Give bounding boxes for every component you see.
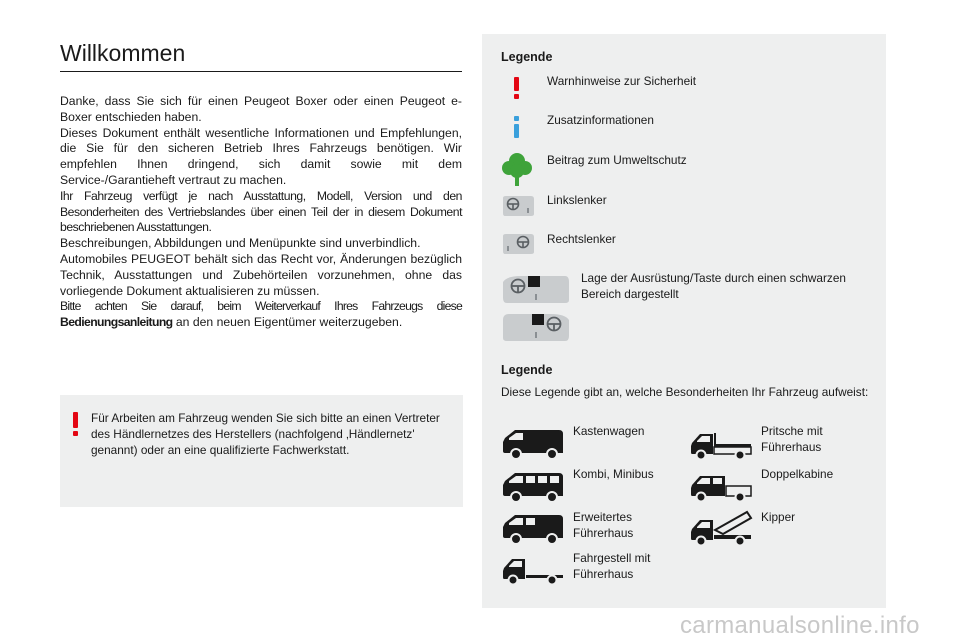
- resale-bold: Bedienungsanleitung: [60, 315, 173, 330]
- vehicle-pickup-label: Pritsche mit Führerhaus: [761, 424, 823, 454]
- warning-exclamation-icon: [513, 77, 521, 99]
- pickup-cab-icon: [689, 430, 753, 462]
- chassis-cab-icon: [501, 555, 565, 587]
- paragraph-thanks: Danke, dass Sie sich für einen Peugeot Boxer oder einen Peugeot e-Boxer entschieden haben.: [60, 94, 462, 124]
- double-cab-icon: [689, 472, 753, 504]
- resale-prefix: Bitte achten Sie darauf, beim Weiterverkauf Ihres Fahrzeugs diese: [60, 299, 462, 314]
- paragraph-document-info: Dieses Dokument enthält wesentliche Informationen und Empfehlungen, die Sie für den sicheren Betrieb Ihres Fahrzeugs benötigen. Wir empfehlen Ihnen dringend, sich damit sowie mit dem Service-/Garantieheft vertraut zu machen.: [60, 125, 462, 187]
- page-title: Willkommen: [60, 40, 186, 66]
- vehicle-double-cab-label: Doppelkabine: [761, 467, 834, 481]
- paragraph-equipment: Ihr Fahrzeug verfügt je nach Ausstattung, Modell, Version und den Besonderheiten des Vertriebslandes über einen Teil der in diesem Dokument beschriebenen Ausstattungen.: [60, 188, 462, 235]
- warning-exclamation-icon: [72, 412, 80, 436]
- right-hand-drive-icon: [501, 232, 535, 256]
- vehicle-extended-cab-label: Erweitertes Führerhaus: [573, 510, 634, 540]
- paragraph-non-binding: Beschreibungen, Abbildungen und Menüpunkte sind unverbindlich.: [60, 236, 421, 251]
- extended-cab-icon: [501, 511, 565, 547]
- vehicle-legend-intro: Diese Legende gibt an, welche Besonderheiten Ihr Fahrzeug aufweist:: [501, 385, 869, 399]
- tree-environment-icon: [502, 152, 532, 186]
- legend-lhd-label: Linkslenker: [547, 193, 607, 207]
- vehicle-minibus-label: Kombi, Minibus: [573, 467, 654, 481]
- vehicle-legend-heading: Legende: [501, 363, 553, 377]
- watermark: carmanualsonline.info: [680, 612, 920, 639]
- vehicle-van-label: Kastenwagen: [573, 424, 645, 438]
- minibus-icon: [501, 469, 565, 505]
- warning-text: Für Arbeiten am Fahrzeug wenden Sie sich bitte an einen Vertreter des Händlernetzes des Herstellers (nachfolgend ‚Händlernetz' genannt) oder an eine qualifizierte Fachwerkstatt.: [91, 411, 440, 457]
- vehicle-chassis-label: Fahrgestell mit Führerhaus: [573, 551, 651, 581]
- legend-warning-label: Warnhinweise zur Sicherheit: [547, 74, 697, 88]
- black-area-dashboard-rhd-icon: [501, 310, 571, 342]
- legend-heading: Legende: [501, 50, 553, 64]
- legend-info-label: Zusatzinformationen: [547, 113, 654, 127]
- van-icon: [501, 426, 565, 462]
- title-divider: [60, 71, 462, 72]
- paragraph-changes: Automobiles PEUGEOT behält sich das Recht vor, Änderungen bezüglich Technik, Ausstattungen und Zubehörteilen vorzunehmen, ohne das vorliegende Dokument aktualisieren zu müssen.: [60, 251, 462, 298]
- tipper-icon: [689, 508, 753, 548]
- welcome-body: [60, 94, 462, 331]
- paragraph-resale: [60, 299, 462, 331]
- legend-rhd-label: Rechtslenker: [547, 232, 616, 246]
- vehicle-tipper-label: Kipper: [761, 510, 796, 524]
- left-hand-drive-icon: [501, 194, 535, 218]
- info-i-icon: [513, 116, 521, 138]
- black-area-dashboard-icon: [501, 272, 571, 304]
- warning-box: [60, 395, 463, 507]
- legend-eco-label: Beitrag zum Umweltschutz: [547, 153, 687, 167]
- legend-black-area-label: Lage der Ausrüstung/Taste durch einen schwarzen Bereich dargestellt: [581, 271, 846, 301]
- resale-suffix: an den neuen Eigentümer weiterzugeben.: [172, 315, 403, 330]
- legend-panel: [482, 34, 886, 608]
